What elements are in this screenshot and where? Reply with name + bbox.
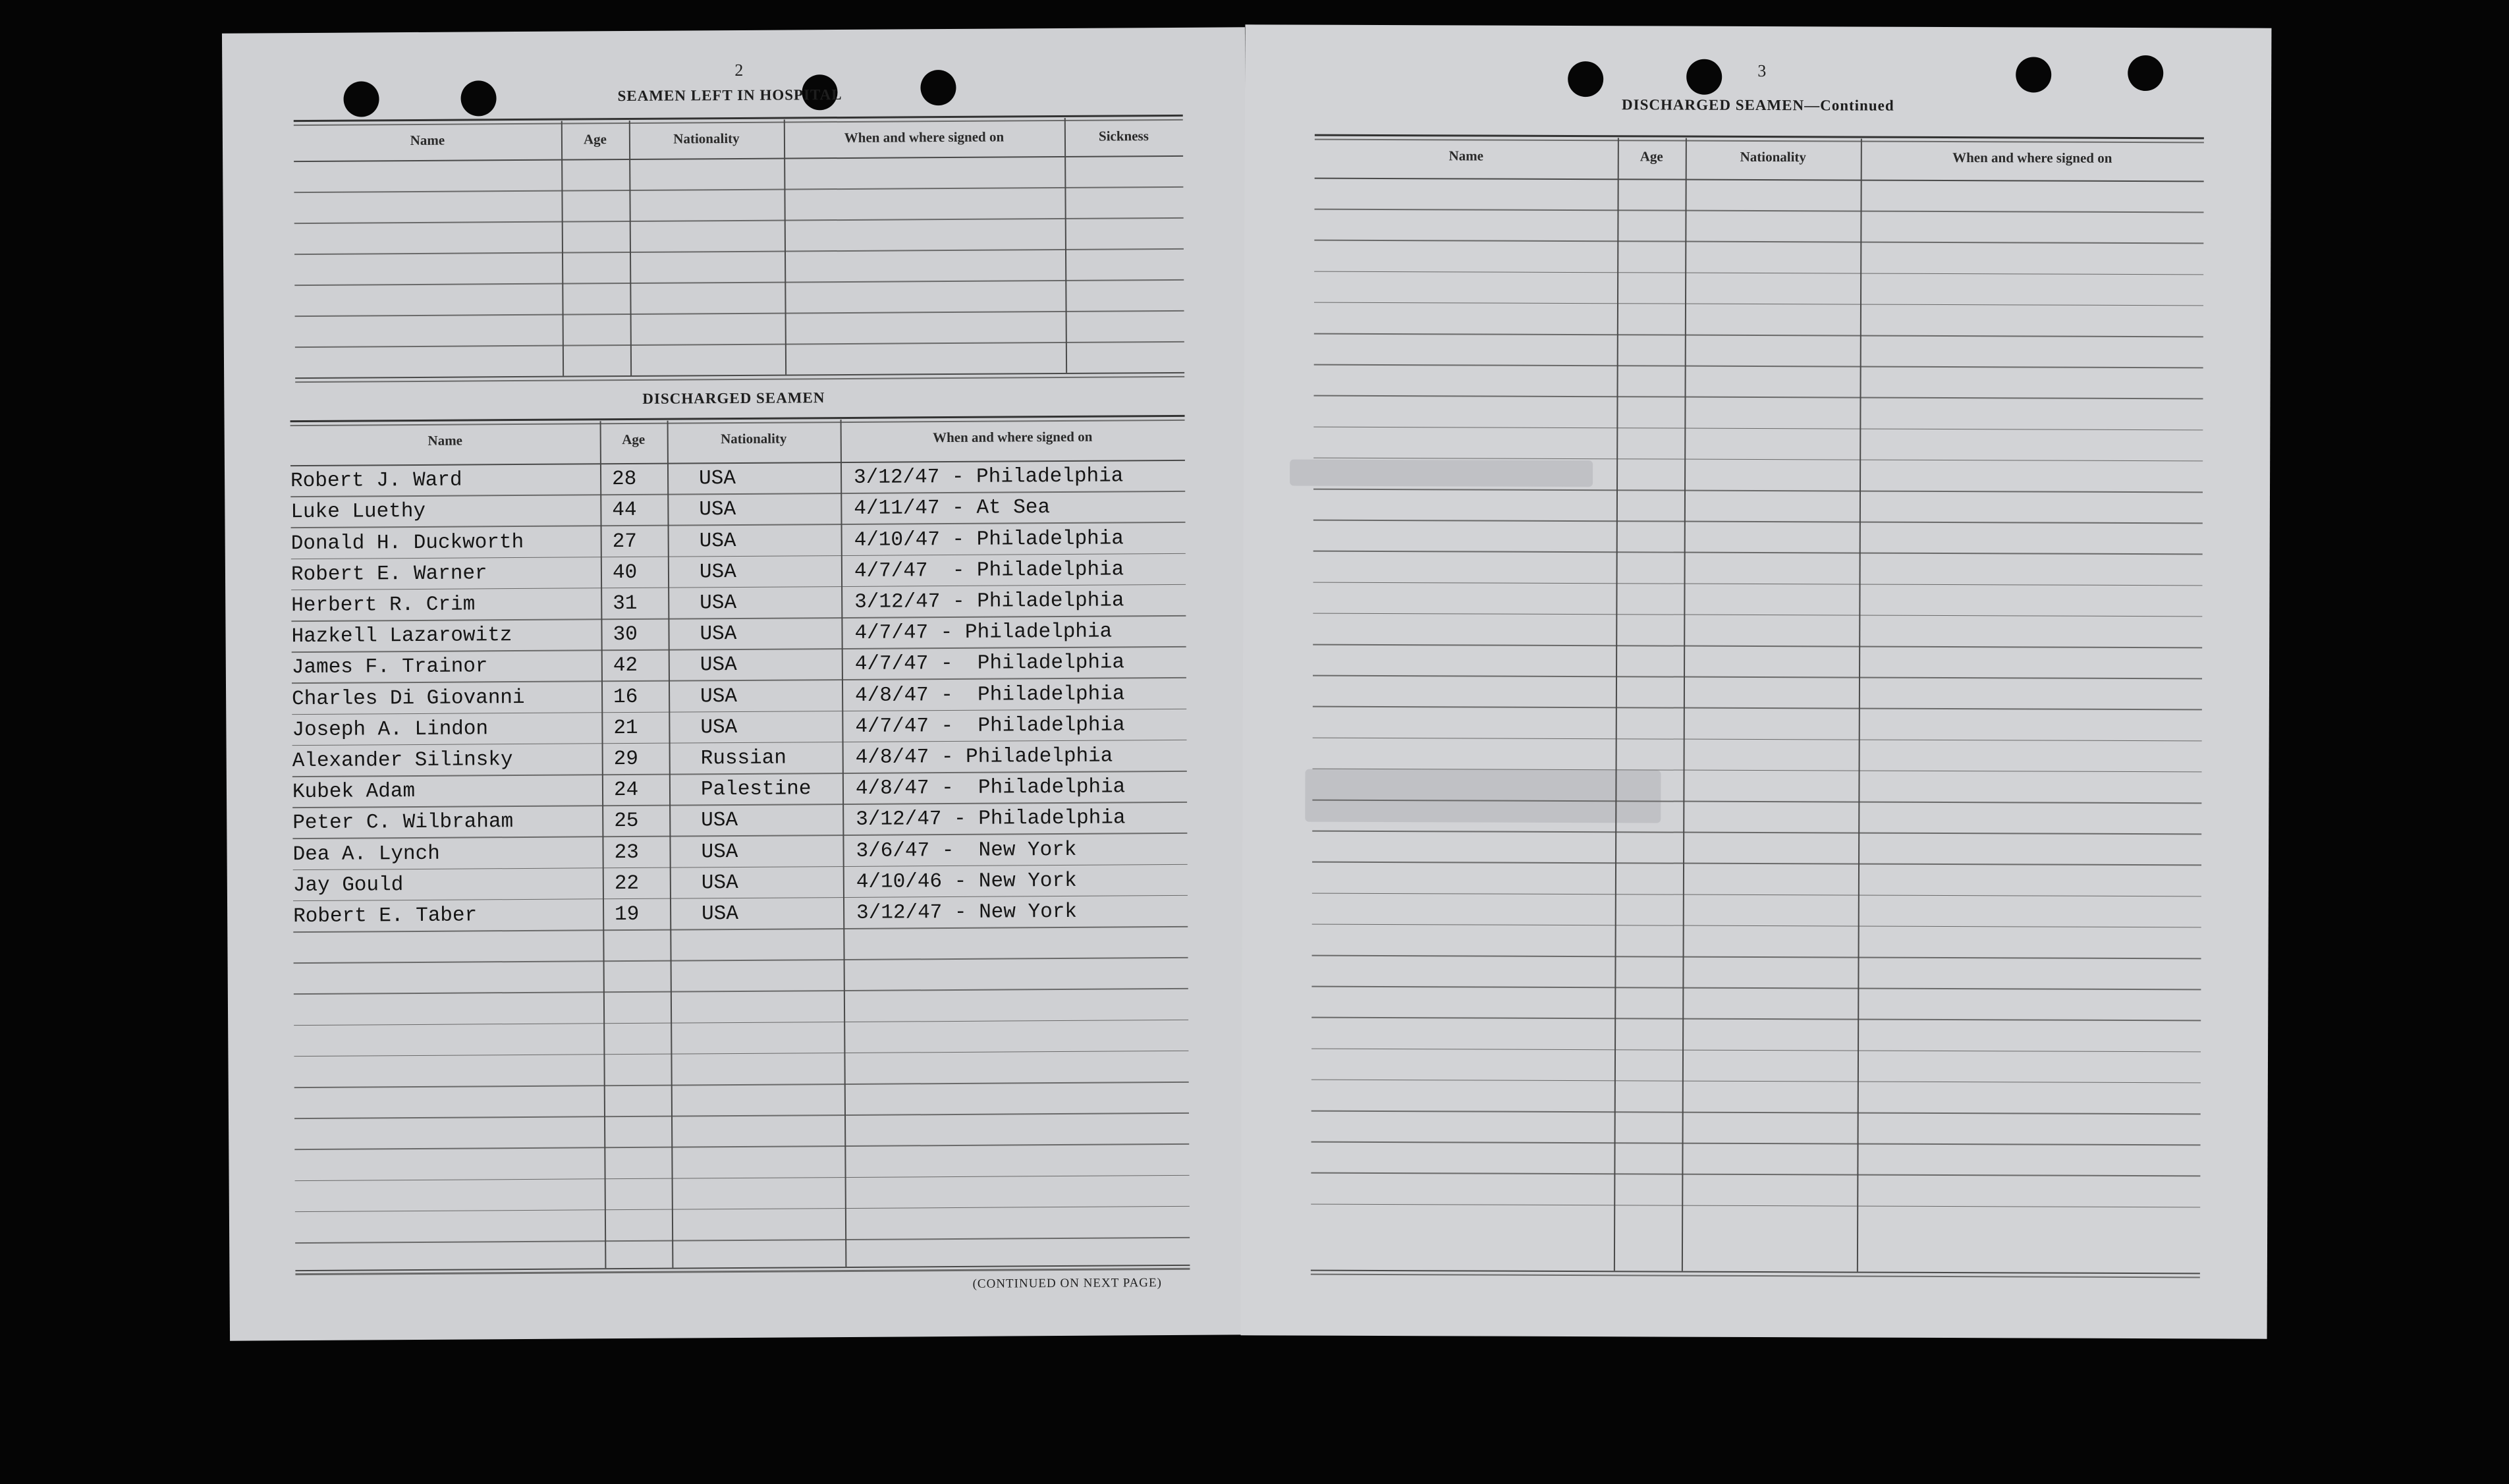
punch-hole <box>2128 55 2163 91</box>
page-number: 3 <box>1757 61 1767 81</box>
table-cell-nationality: USA <box>700 591 737 615</box>
table-cell-age: 44 <box>612 499 637 522</box>
row-rule <box>1312 893 2201 896</box>
column-header: Age <box>1640 148 1663 165</box>
right-page <box>1241 24 2272 1338</box>
row-rule <box>1312 955 2201 959</box>
header-rule <box>294 155 1183 162</box>
table-cell-nationality: USA <box>701 840 738 864</box>
row-rule <box>295 1174 1190 1181</box>
row-rule <box>1311 986 2201 990</box>
page-number: 2 <box>734 60 744 80</box>
row-rule <box>294 1019 1188 1026</box>
row-rule <box>1311 1111 2201 1114</box>
row-rule <box>1311 1172 2200 1176</box>
row-rule <box>294 279 1184 286</box>
table-cell-nationality: USA <box>701 809 738 833</box>
column-header: Name <box>427 432 463 449</box>
table-top-rule <box>1315 134 2204 140</box>
column-header: Age <box>622 431 646 448</box>
punch-hole <box>343 81 379 117</box>
table-cell-signed_on: 4/7/47 - Philadelphia <box>854 620 1113 646</box>
row-rule <box>1314 395 2203 399</box>
continued-note: (CONTINUED ON NEXT PAGE) <box>972 1276 1162 1291</box>
table-cell-signed_on: 4/10/46 - New York <box>856 869 1077 894</box>
punch-hole <box>2016 57 2051 92</box>
table-cell-age: 16 <box>613 685 638 709</box>
table-cell-name: Herbert R. Crim <box>291 593 476 618</box>
table-cell-name: Joseph A. Lindon <box>292 717 489 742</box>
column-divider <box>841 420 847 1267</box>
row-rule <box>1311 1203 2200 1207</box>
row-rule <box>1313 737 2202 741</box>
column-divider <box>1682 138 1687 1271</box>
punch-hole <box>920 70 956 105</box>
table-cell-age: 21 <box>613 716 638 740</box>
table-cell-age: 28 <box>611 468 637 491</box>
table-cell-signed_on: 3/6/47 - New York <box>856 838 1077 863</box>
table-cell-name: Charles Di Giovanni <box>292 686 525 711</box>
row-rule <box>294 957 1188 964</box>
row-rule <box>1313 706 2202 710</box>
column-divider <box>1614 138 1619 1271</box>
table-cell-age: 23 <box>614 840 639 864</box>
table-cell-signed_on: 4/7/47 - Philadelphia <box>854 651 1125 676</box>
row-rule <box>295 1237 1190 1244</box>
table-cell-nationality: USA <box>698 467 736 491</box>
table-top-rule <box>1315 139 2204 143</box>
row-rule <box>294 248 1184 255</box>
row-rule <box>1314 209 2203 213</box>
table-cell-age: 25 <box>614 810 639 833</box>
table-cell-age: 40 <box>612 561 638 584</box>
row-rule <box>295 341 1184 348</box>
column-header: Name <box>410 132 445 149</box>
row-rule <box>1313 426 2203 430</box>
table-cell-nationality: USA <box>699 498 736 522</box>
column-header: When and where signed on <box>1952 150 2112 166</box>
table-cell-age: 31 <box>613 591 638 616</box>
table-cell-nationality: USA <box>700 715 738 740</box>
table-cell-nationality: USA <box>699 560 736 584</box>
table-cell-signed_on: 4/7/47 - Philadelphia <box>854 558 1124 583</box>
table-bottom-rule <box>1311 1270 2200 1275</box>
table-cell-name: Alexander Silinsky <box>292 748 513 773</box>
row-rule <box>1313 551 2203 555</box>
row-rule <box>294 1051 1188 1057</box>
table-cell-nationality: USA <box>700 684 738 708</box>
table-cell-signed_on: 3/12/47 - Philadelphia <box>854 589 1124 614</box>
table-cell-name: Luke Luethy <box>290 500 426 524</box>
table-cell-age: 27 <box>612 530 638 553</box>
row-rule <box>294 988 1188 995</box>
table-cell-name: Jay Gould <box>292 873 404 897</box>
row-rule <box>1313 489 2203 493</box>
table-cell-nationality: Palestine <box>700 777 812 802</box>
column-header: Sickness <box>1098 128 1149 144</box>
punch-hole <box>1568 61 1603 97</box>
table-cell-name: Donald H. Duckworth <box>290 530 524 555</box>
table-cell-nationality: USA <box>699 529 736 553</box>
row-rule <box>295 1206 1190 1213</box>
table-cell-age: 29 <box>613 747 639 771</box>
row-rule <box>1312 831 2201 835</box>
table-cell-nationality: USA <box>702 902 739 926</box>
row-rule <box>1314 240 2203 244</box>
faded-bleedthrough <box>1305 769 1661 823</box>
discharged-section-title: DISCHARGED SEAMEN <box>642 389 825 407</box>
table-cell-name: Hazkell Lazarowitz <box>291 624 512 649</box>
row-rule <box>1313 613 2202 617</box>
row-rule <box>1314 302 2203 306</box>
row-rule <box>294 1113 1189 1119</box>
table-cell-name: Robert J. Ward <box>290 468 462 493</box>
row-rule <box>1311 1079 2201 1083</box>
table-cell-signed_on: 4/11/47 - At Sea <box>854 496 1051 521</box>
column-divider <box>667 421 674 1268</box>
table-cell-signed_on: 4/8/47 - Philadelphia <box>855 682 1125 707</box>
row-rule <box>1313 582 2203 586</box>
row-rule <box>1312 923 2201 927</box>
row-rule <box>1312 862 2201 866</box>
row-rule <box>1311 1141 2201 1145</box>
row-rule <box>1311 1048 2201 1052</box>
table-cell-signed_on: 3/12/47 - Philadelphia <box>856 806 1126 832</box>
faded-bleedthrough <box>1290 460 1593 487</box>
table-cell-age: 22 <box>614 871 640 895</box>
row-rule <box>1314 364 2203 368</box>
table-cell-name: Dea A. Lynch <box>292 842 440 866</box>
row-rule <box>1314 333 2203 337</box>
table-cell-age: 19 <box>615 902 640 927</box>
left-page <box>222 27 1253 1340</box>
table-cell-name: Peter C. Wilbraham <box>292 810 514 835</box>
column-header: Nationality <box>1740 148 1806 165</box>
row-rule <box>1311 1017 2201 1021</box>
table-cell-signed_on: 4/10/47 - Philadelphia <box>854 527 1124 552</box>
row-rule <box>295 310 1184 317</box>
table-cell-signed_on: 3/12/47 - Philadelphia <box>853 464 1124 490</box>
table-cell-name: Kubek Adam <box>292 780 416 804</box>
row-rule <box>294 186 1183 193</box>
table-cell-name: James F. Trainor <box>291 655 488 680</box>
row-rule <box>294 1082 1189 1088</box>
table-cell-signed_on: 4/7/47 - Philadelphia <box>855 713 1125 738</box>
row-rule <box>294 217 1184 224</box>
punch-hole <box>1686 59 1722 95</box>
hospital-section-title: SEAMEN LEFT IN HOSPITAL <box>617 86 842 105</box>
column-header: Nationality <box>720 430 787 447</box>
row-rule <box>1313 675 2202 679</box>
table-cell-nationality: USA <box>700 653 737 677</box>
column-header: When and where signed on <box>844 128 1005 146</box>
row-rule <box>1313 520 2203 524</box>
table-cell-name: Robert E. Warner <box>290 562 487 586</box>
column-header: Age <box>583 131 607 148</box>
column-divider <box>600 421 607 1268</box>
row-rule <box>1314 271 2203 275</box>
table-cell-age: 30 <box>613 623 638 647</box>
table-cell-age: 24 <box>613 779 639 802</box>
column-header: Nationality <box>673 130 740 147</box>
table-cell-signed_on: 4/8/47 - Philadelphia <box>855 775 1126 801</box>
column-divider <box>1857 139 1862 1272</box>
column-header: When and where signed on <box>932 428 1093 446</box>
row-rule <box>294 1143 1189 1150</box>
table-cell-signed_on: 3/12/47 - New York <box>856 900 1078 925</box>
table-cell-age: 42 <box>613 654 638 678</box>
table-bottom-rule <box>1311 1274 2200 1278</box>
table-cell-nationality: Russian <box>700 746 787 771</box>
header-rule <box>1315 178 2204 182</box>
row-rule <box>1313 644 2202 648</box>
column-header: Name <box>1448 148 1484 164</box>
table-cell-signed_on: 4/8/47 - Philadelphia <box>855 744 1113 769</box>
punch-hole <box>460 80 496 116</box>
table-cell-name: Robert E. Taber <box>293 904 478 929</box>
continued-section-title: DISCHARGED SEAMEN—Continued <box>1622 96 1894 114</box>
table-cell-nationality: USA <box>701 871 738 895</box>
table-cell-nationality: USA <box>700 622 737 646</box>
